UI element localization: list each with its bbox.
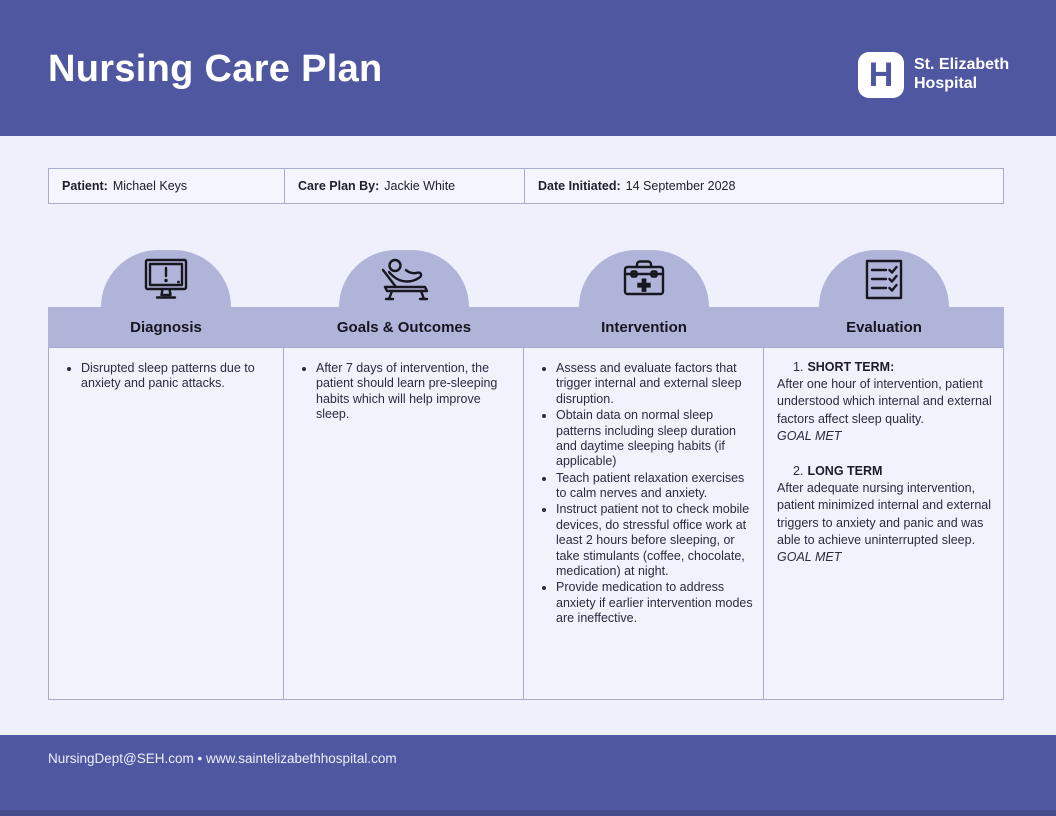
evaluation-cell [764,348,1003,699]
column-header-diagnosis: Diagnosis [130,318,202,336]
patient-field [49,169,285,203]
care-plan-by-value: Jackie White [384,179,456,193]
column-header-intervention: Intervention [601,318,687,336]
checklist-icon [861,257,907,303]
care-plan-by-label: Care Plan By: [298,179,380,193]
patient-value: Michael Keys [112,179,188,193]
hospital-logo [858,52,1009,98]
evaluation-item-short-term [777,360,993,445]
bullet-item: • After 7 days of intervention, the patient should learn pre-sleeping habits which will help improve sleep. [316,361,515,423]
evaluation-item-body: After adequate nursing intervention, patient minimized internal and external triggers to anxiety and panic and was able to achieve uninterrupted sleep. [777,481,992,547]
bullet-item: • Instruct patient not to check mobile devices, do stressful office work at least 2 hours before sleeping, or take stimulants (coffee, chocolate, medication) at night. [556,502,755,579]
monitor-alert-icon [140,257,192,303]
footer-accent-strip [0,810,1056,816]
column-header-evaluation: Evaluation [846,318,922,336]
evaluation-item-title: LONG TERM [807,464,883,478]
hospital-logo-icon: H [858,52,904,98]
diagnosis-cell [49,348,284,699]
goal-status: GOAL MET [777,428,842,443]
page-title: Nursing Care Plan [48,48,383,90]
patient-label: Patient: [62,179,108,193]
patient-info-bar [48,168,1004,204]
footer-contact-info: NursingDept@SEH.com • www.saintelizabethhospital.com [48,751,397,766]
intervention-cell [524,348,764,699]
intervention-dome [579,250,709,307]
diagnosis-list [49,361,275,392]
bullet-item: • Teach patient relaxation exercises to calm nerves and anxiety. [556,471,755,502]
bullet-item: • Disrupted sleep patterns due to anxiety and panic attacks. [81,361,275,392]
first-aid-kit-icon [619,257,669,301]
table-header-row [48,307,1004,347]
bullet-item: • Provide medication to address anxiety if earlier intervention modes are ineffective. [556,580,755,626]
document-footer [0,735,1056,816]
evaluation-item-long-term [777,464,993,566]
date-initiated-label: Date Initiated: [538,179,621,193]
evaluation-item-heading [793,360,993,374]
care-plan-by-field [285,169,525,203]
goals-dome [339,250,469,307]
hospital-name-line2: Hospital [914,75,978,92]
diagnosis-dome [101,250,231,307]
document-header [0,0,1056,136]
table-body-row [48,347,1004,700]
goal-status: GOAL MET [777,550,842,564]
date-initiated-field [525,169,1003,203]
evaluation-item-number: 1. [793,360,804,374]
date-initiated-value: 14 September 2028 [625,179,736,193]
bullet-item: • Obtain data on normal sleep patterns including sleep duration and daytime sleeping habits (if applicable) [556,408,755,470]
goals-cell [284,348,524,699]
evaluation-item-title: SHORT TERM: [807,360,895,374]
therapy-couch-icon [375,257,433,305]
column-header-goals: Goals & Outcomes [336,318,472,336]
goals-list [284,361,515,423]
evaluation-dome [819,250,949,307]
hospital-name-line1: St. Elizabeth [914,56,1010,74]
hospital-name [914,56,1009,94]
evaluation-item-number: 2. [793,464,804,478]
evaluation-item-body: After one hour of intervention, patient understood which internal and external factors affect sleep quality. [777,377,992,426]
bullet-item: • Assess and evaluate factors that trigger internal and external sleep disruption. [556,361,755,407]
evaluation-item-heading [793,464,993,478]
intervention-list [524,361,755,626]
spacer [777,445,993,464]
